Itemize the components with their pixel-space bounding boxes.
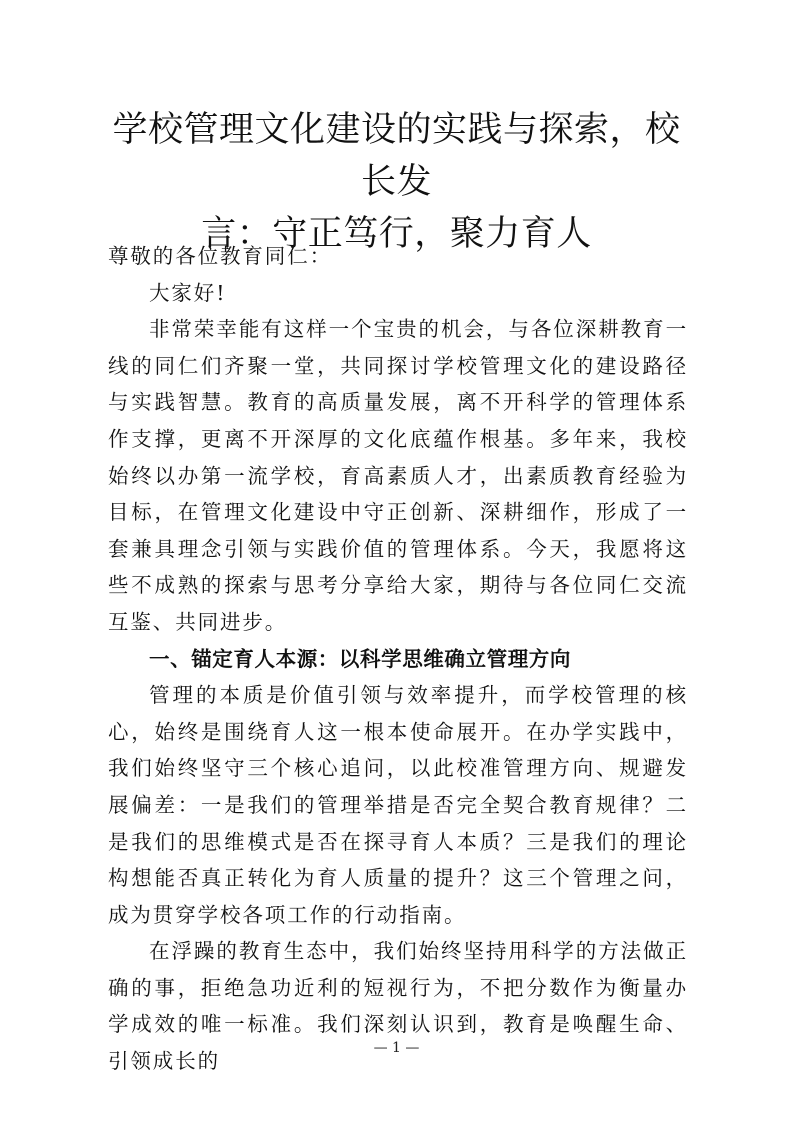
salutation: 尊敬的各位教育同仁：: [108, 244, 332, 268]
paragraph-intro: 非常荣幸能有这样一个宝贵的机会，与各位深耕教育一线的同仁们齐聚一堂，共同探讨学校管理文化的建设路径与实践智慧。教育的高质量发展，离不开科学的管理体系作支撑，更离不开深厚的文化底蕴作根基。多年来，我校始终以办第一流学校，育高素质人才，出素质教育经验为目标，在管理文化建设中守正创新、深耕细作，形成了一套兼具理念引领与实践价值的管理体系。今天，我愿将这些不成熟的探索与思考分享给大家，期待与各位同仁交流互鉴、共同进步。: [108, 317, 688, 634]
title-line-2: 言：守正笃行，聚力育人: [201, 214, 592, 254]
greeting: 大家好!: [149, 280, 227, 305]
page-number: — 1 —: [373, 1040, 420, 1056]
title-line-1: 学校管理文化建设的实践与探索，校长发: [112, 110, 681, 202]
paragraph-section1-b: 在浮躁的教育生态中，我们始终坚持用科学的方法做正确的事，拒绝急功近利的短视行为，不把分数作为衡量办学成效的唯一标准。我们深刻认识到，教育是唤醒生命、引领成长的: [108, 939, 688, 1074]
section-heading-1: 一、锚定育人本源：以科学思维确立管理方向: [149, 646, 571, 671]
document-body: [108, 238, 688, 1080]
paragraph-section1-a: 管理的本质是价值引领与效率提升，而学校管理的核心，始终是围绕育人这一根本使命展开。在办学实践中，我们始终坚守三个核心追问，以此校准管理方向、规避发展偏差：一是我们的管理举措是否完全契合教育规律？二是我们的思维模式是否在探寻育人本质？三是我们的理论构想能否真正转化为育人质量的提升？这三个管理之问，成为贯穿学校各项工作的行动指南。: [108, 683, 688, 927]
document-title: [96, 104, 697, 260]
